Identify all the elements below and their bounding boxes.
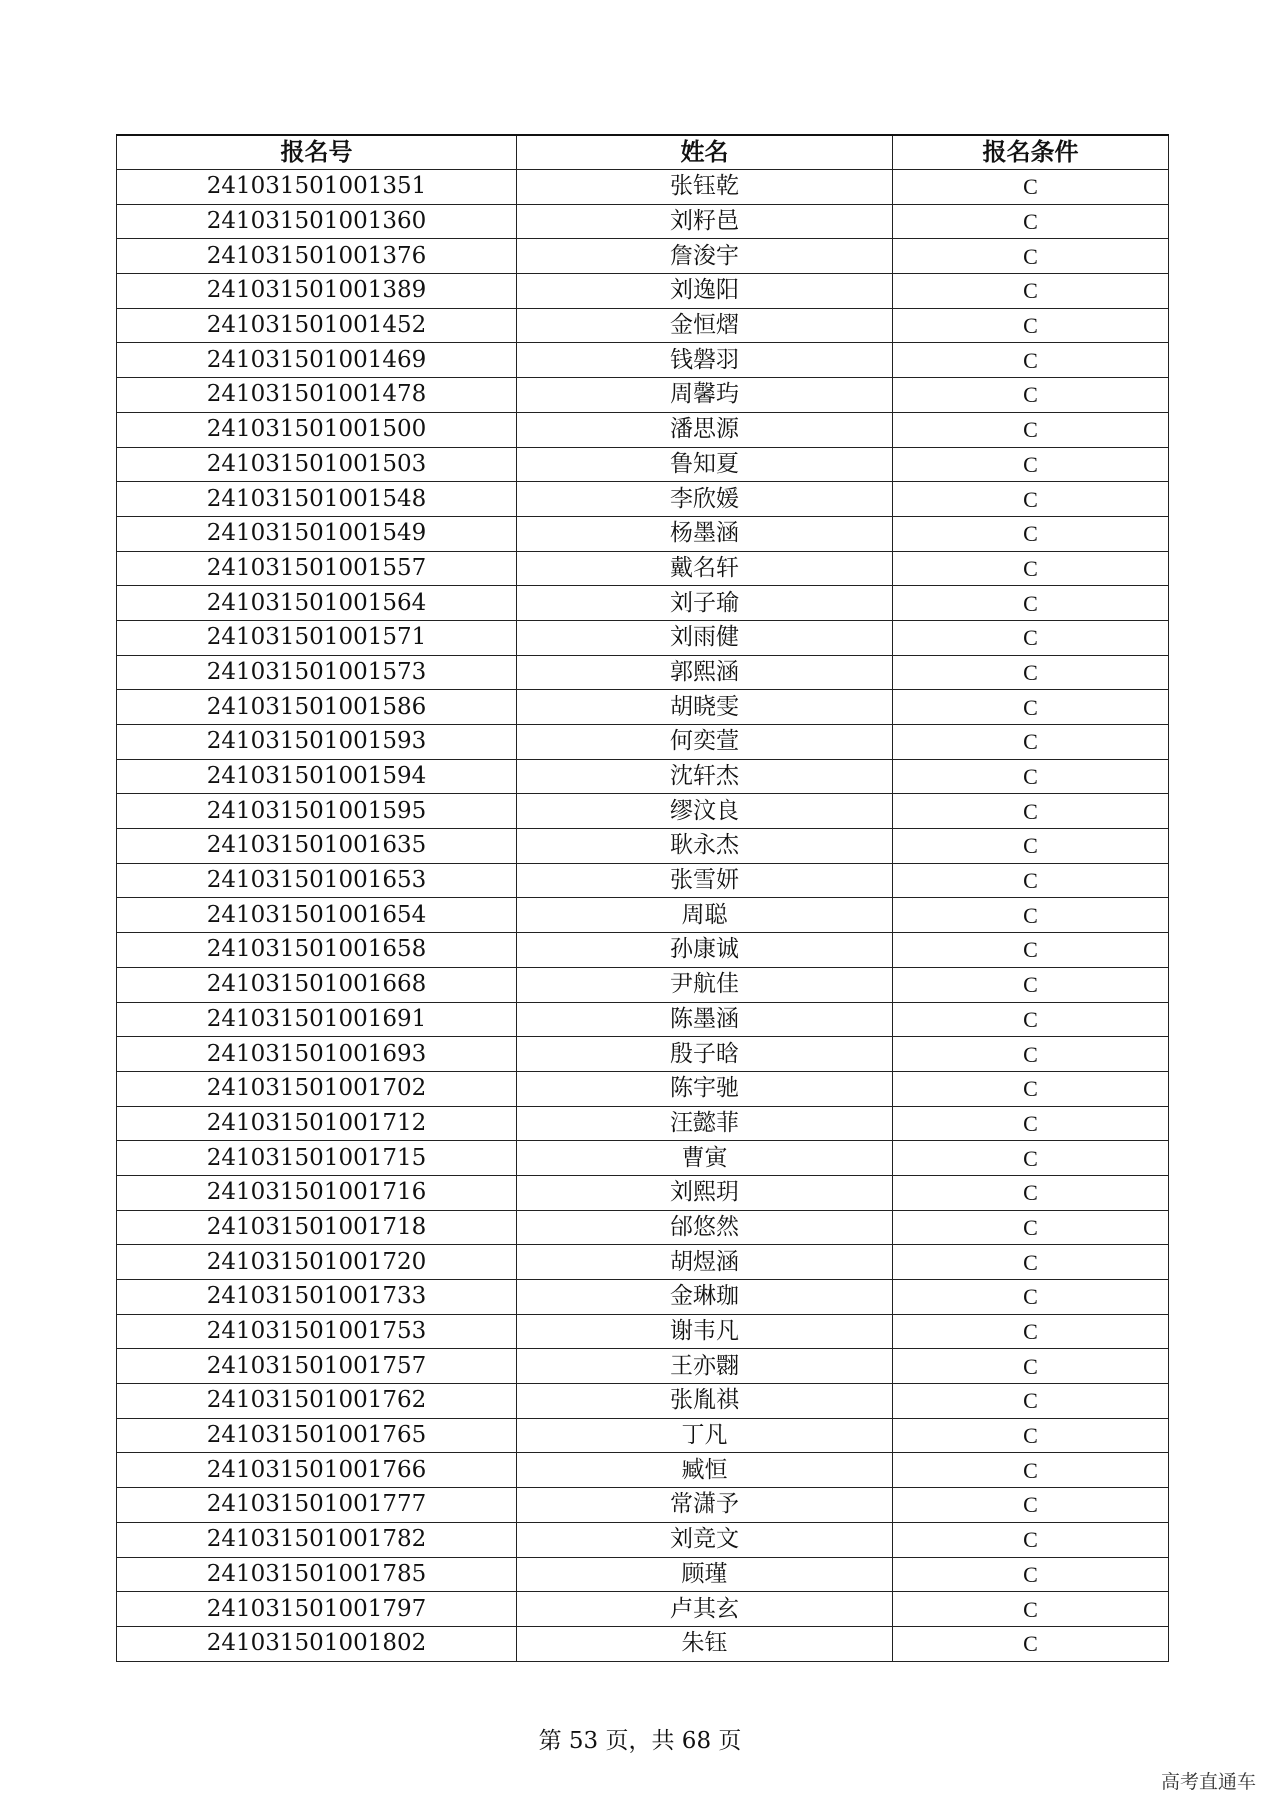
cell-registration-number: 241031501001766 bbox=[117, 1453, 517, 1488]
cell-name: 詹浚宇 bbox=[517, 239, 893, 274]
cell-registration-number: 241031501001593 bbox=[117, 725, 517, 760]
column-header-condition: 报名条件 bbox=[893, 135, 1169, 170]
table-row bbox=[117, 170, 1169, 205]
table-row bbox=[117, 239, 1169, 274]
watermark: 高考直通车 bbox=[1160, 1771, 1256, 1793]
table-header-row bbox=[117, 135, 1169, 170]
cell-condition: C bbox=[893, 655, 1169, 690]
table-row bbox=[117, 1106, 1169, 1141]
cell-registration-number: 241031501001351 bbox=[117, 170, 517, 205]
table-row bbox=[117, 1557, 1169, 1592]
cell-registration-number: 241031501001658 bbox=[117, 933, 517, 968]
cell-registration-number: 241031501001564 bbox=[117, 586, 517, 621]
cell-condition: C bbox=[893, 447, 1169, 482]
cell-registration-number: 241031501001668 bbox=[117, 967, 517, 1002]
cell-registration-number: 241031501001715 bbox=[117, 1141, 517, 1176]
cell-condition: C bbox=[893, 1037, 1169, 1072]
cell-condition: C bbox=[893, 343, 1169, 378]
cell-name: 曹寅 bbox=[517, 1141, 893, 1176]
cell-condition: C bbox=[893, 725, 1169, 760]
page-indicator: 第 53 页，共 68 页 bbox=[538, 1728, 742, 1754]
cell-condition: C bbox=[893, 1002, 1169, 1037]
cell-registration-number: 241031501001573 bbox=[117, 655, 517, 690]
cell-name: 刘子瑜 bbox=[517, 586, 893, 621]
cell-registration-number: 241031501001503 bbox=[117, 447, 517, 482]
table-row bbox=[117, 1488, 1169, 1523]
cell-condition: C bbox=[893, 898, 1169, 933]
table-row bbox=[117, 725, 1169, 760]
cell-registration-number: 241031501001452 bbox=[117, 308, 517, 343]
cell-condition: C bbox=[893, 1626, 1169, 1661]
table-row bbox=[117, 551, 1169, 586]
cell-registration-number: 241031501001757 bbox=[117, 1349, 517, 1384]
cell-registration-number: 241031501001782 bbox=[117, 1522, 517, 1557]
table-row bbox=[117, 620, 1169, 655]
cell-condition: C bbox=[893, 829, 1169, 864]
cell-condition: C bbox=[893, 1384, 1169, 1419]
column-header-registration-number: 报名号 bbox=[117, 135, 517, 170]
cell-condition: C bbox=[893, 204, 1169, 239]
cell-registration-number: 241031501001478 bbox=[117, 378, 517, 413]
cell-name: 金恒熠 bbox=[517, 308, 893, 343]
cell-name: 金琳珈 bbox=[517, 1280, 893, 1315]
cell-registration-number: 241031501001718 bbox=[117, 1210, 517, 1245]
cell-name: 刘熙玥 bbox=[517, 1175, 893, 1210]
cell-name: 刘雨健 bbox=[517, 620, 893, 655]
cell-condition: C bbox=[893, 412, 1169, 447]
table-body bbox=[117, 170, 1169, 1662]
cell-name: 钱磐羽 bbox=[517, 343, 893, 378]
cell-condition: C bbox=[893, 967, 1169, 1002]
cell-registration-number: 241031501001557 bbox=[117, 551, 517, 586]
cell-registration-number: 241031501001765 bbox=[117, 1418, 517, 1453]
cell-condition: C bbox=[893, 586, 1169, 621]
cell-condition: C bbox=[893, 933, 1169, 968]
cell-name: 郭熙涵 bbox=[517, 655, 893, 690]
cell-condition: C bbox=[893, 1210, 1169, 1245]
cell-name: 卢其玄 bbox=[517, 1592, 893, 1627]
cell-condition: C bbox=[893, 516, 1169, 551]
cell-name: 胡煜涵 bbox=[517, 1245, 893, 1280]
cell-condition: C bbox=[893, 1071, 1169, 1106]
table-row bbox=[117, 1071, 1169, 1106]
cell-registration-number: 241031501001797 bbox=[117, 1592, 517, 1627]
cell-name: 邰悠然 bbox=[517, 1210, 893, 1245]
cell-name: 戴名轩 bbox=[517, 551, 893, 586]
cell-name: 王亦翾 bbox=[517, 1349, 893, 1384]
cell-registration-number: 241031501001693 bbox=[117, 1037, 517, 1072]
cell-name: 胡晓雯 bbox=[517, 690, 893, 725]
cell-condition: C bbox=[893, 378, 1169, 413]
cell-name: 张钰乾 bbox=[517, 170, 893, 205]
cell-name: 杨墨涵 bbox=[517, 516, 893, 551]
cell-registration-number: 241031501001571 bbox=[117, 620, 517, 655]
cell-name: 鲁知夏 bbox=[517, 447, 893, 482]
cell-name: 张胤祺 bbox=[517, 1384, 893, 1419]
cell-name: 殷子晗 bbox=[517, 1037, 893, 1072]
cell-name: 陈墨涵 bbox=[517, 1002, 893, 1037]
table-row bbox=[117, 1349, 1169, 1384]
cell-registration-number: 241031501001635 bbox=[117, 829, 517, 864]
cell-condition: C bbox=[893, 1488, 1169, 1523]
cell-condition: C bbox=[893, 239, 1169, 274]
cell-name: 丁凡 bbox=[517, 1418, 893, 1453]
cell-name: 尹航佳 bbox=[517, 967, 893, 1002]
cell-name: 臧恒 bbox=[517, 1453, 893, 1488]
table-row bbox=[117, 204, 1169, 239]
table-row bbox=[117, 1384, 1169, 1419]
table-row bbox=[117, 1522, 1169, 1557]
table-row bbox=[117, 759, 1169, 794]
cell-condition: C bbox=[893, 1418, 1169, 1453]
cell-registration-number: 241031501001548 bbox=[117, 482, 517, 517]
cell-registration-number: 241031501001712 bbox=[117, 1106, 517, 1141]
cell-condition: C bbox=[893, 1175, 1169, 1210]
cell-name: 耿永杰 bbox=[517, 829, 893, 864]
cell-registration-number: 241031501001654 bbox=[117, 898, 517, 933]
cell-name: 刘竞文 bbox=[517, 1522, 893, 1557]
table-row bbox=[117, 1453, 1169, 1488]
cell-name: 李欣媛 bbox=[517, 482, 893, 517]
table-row bbox=[117, 447, 1169, 482]
cell-registration-number: 241031501001777 bbox=[117, 1488, 517, 1523]
cell-registration-number: 241031501001549 bbox=[117, 516, 517, 551]
table-row bbox=[117, 1245, 1169, 1280]
table-row bbox=[117, 1626, 1169, 1661]
table-row bbox=[117, 1592, 1169, 1627]
table-row bbox=[117, 1418, 1169, 1453]
cell-condition: C bbox=[893, 863, 1169, 898]
cell-name: 缪汶良 bbox=[517, 794, 893, 829]
cell-registration-number: 241031501001389 bbox=[117, 274, 517, 309]
cell-registration-number: 241031501001753 bbox=[117, 1314, 517, 1349]
roster-table bbox=[116, 134, 1169, 1662]
table-row bbox=[117, 343, 1169, 378]
cell-condition: C bbox=[893, 170, 1169, 205]
table-row bbox=[117, 1037, 1169, 1072]
table-row bbox=[117, 412, 1169, 447]
cell-condition: C bbox=[893, 1557, 1169, 1592]
table-row bbox=[117, 863, 1169, 898]
cell-condition: C bbox=[893, 1106, 1169, 1141]
table-row bbox=[117, 933, 1169, 968]
cell-name: 朱钰 bbox=[517, 1626, 893, 1661]
cell-registration-number: 241031501001653 bbox=[117, 863, 517, 898]
roster-sheet bbox=[116, 134, 1168, 1662]
column-header-name: 姓名 bbox=[517, 135, 893, 170]
cell-condition: C bbox=[893, 1314, 1169, 1349]
cell-name: 张雪妍 bbox=[517, 863, 893, 898]
cell-name: 谢韦凡 bbox=[517, 1314, 893, 1349]
table-row bbox=[117, 1280, 1169, 1315]
cell-name: 周聪 bbox=[517, 898, 893, 933]
cell-name: 顾瑾 bbox=[517, 1557, 893, 1592]
cell-condition: C bbox=[893, 794, 1169, 829]
cell-name: 陈宇驰 bbox=[517, 1071, 893, 1106]
cell-condition: C bbox=[893, 1453, 1169, 1488]
cell-registration-number: 241031501001762 bbox=[117, 1384, 517, 1419]
table-row bbox=[117, 516, 1169, 551]
cell-condition: C bbox=[893, 690, 1169, 725]
cell-registration-number: 241031501001469 bbox=[117, 343, 517, 378]
table-row bbox=[117, 308, 1169, 343]
cell-registration-number: 241031501001733 bbox=[117, 1280, 517, 1315]
cell-condition: C bbox=[893, 1245, 1169, 1280]
cell-name: 常潇予 bbox=[517, 1488, 893, 1523]
cell-registration-number: 241031501001716 bbox=[117, 1175, 517, 1210]
cell-registration-number: 241031501001691 bbox=[117, 1002, 517, 1037]
table-row bbox=[117, 482, 1169, 517]
cell-condition: C bbox=[893, 482, 1169, 517]
cell-condition: C bbox=[893, 1349, 1169, 1384]
cell-name: 孙康诚 bbox=[517, 933, 893, 968]
cell-condition: C bbox=[893, 551, 1169, 586]
cell-registration-number: 241031501001360 bbox=[117, 204, 517, 239]
cell-name: 刘逸阳 bbox=[517, 274, 893, 309]
cell-registration-number: 241031501001586 bbox=[117, 690, 517, 725]
table-row bbox=[117, 690, 1169, 725]
table-row bbox=[117, 274, 1169, 309]
cell-registration-number: 241031501001720 bbox=[117, 1245, 517, 1280]
cell-name: 潘思源 bbox=[517, 412, 893, 447]
table-row bbox=[117, 829, 1169, 864]
cell-name: 何奕萱 bbox=[517, 725, 893, 760]
cell-condition: C bbox=[893, 1280, 1169, 1315]
cell-condition: C bbox=[893, 759, 1169, 794]
cell-registration-number: 241031501001376 bbox=[117, 239, 517, 274]
cell-registration-number: 241031501001802 bbox=[117, 1626, 517, 1661]
cell-name: 沈轩杰 bbox=[517, 759, 893, 794]
cell-condition: C bbox=[893, 1522, 1169, 1557]
table-row bbox=[117, 967, 1169, 1002]
cell-registration-number: 241031501001595 bbox=[117, 794, 517, 829]
cell-condition: C bbox=[893, 620, 1169, 655]
table-row bbox=[117, 1002, 1169, 1037]
cell-name: 汪懿菲 bbox=[517, 1106, 893, 1141]
table-row bbox=[117, 794, 1169, 829]
table-row bbox=[117, 898, 1169, 933]
table-row bbox=[117, 586, 1169, 621]
cell-condition: C bbox=[893, 308, 1169, 343]
cell-registration-number: 241031501001500 bbox=[117, 412, 517, 447]
cell-condition: C bbox=[893, 1141, 1169, 1176]
cell-registration-number: 241031501001594 bbox=[117, 759, 517, 794]
table-row bbox=[117, 1210, 1169, 1245]
table-row bbox=[117, 1141, 1169, 1176]
cell-registration-number: 241031501001785 bbox=[117, 1557, 517, 1592]
cell-name: 刘籽邑 bbox=[517, 204, 893, 239]
table-row bbox=[117, 1175, 1169, 1210]
cell-registration-number: 241031501001702 bbox=[117, 1071, 517, 1106]
table-row bbox=[117, 655, 1169, 690]
table-row bbox=[117, 378, 1169, 413]
cell-condition: C bbox=[893, 1592, 1169, 1627]
cell-condition: C bbox=[893, 274, 1169, 309]
table-row bbox=[117, 1314, 1169, 1349]
cell-name: 周馨玙 bbox=[517, 378, 893, 413]
